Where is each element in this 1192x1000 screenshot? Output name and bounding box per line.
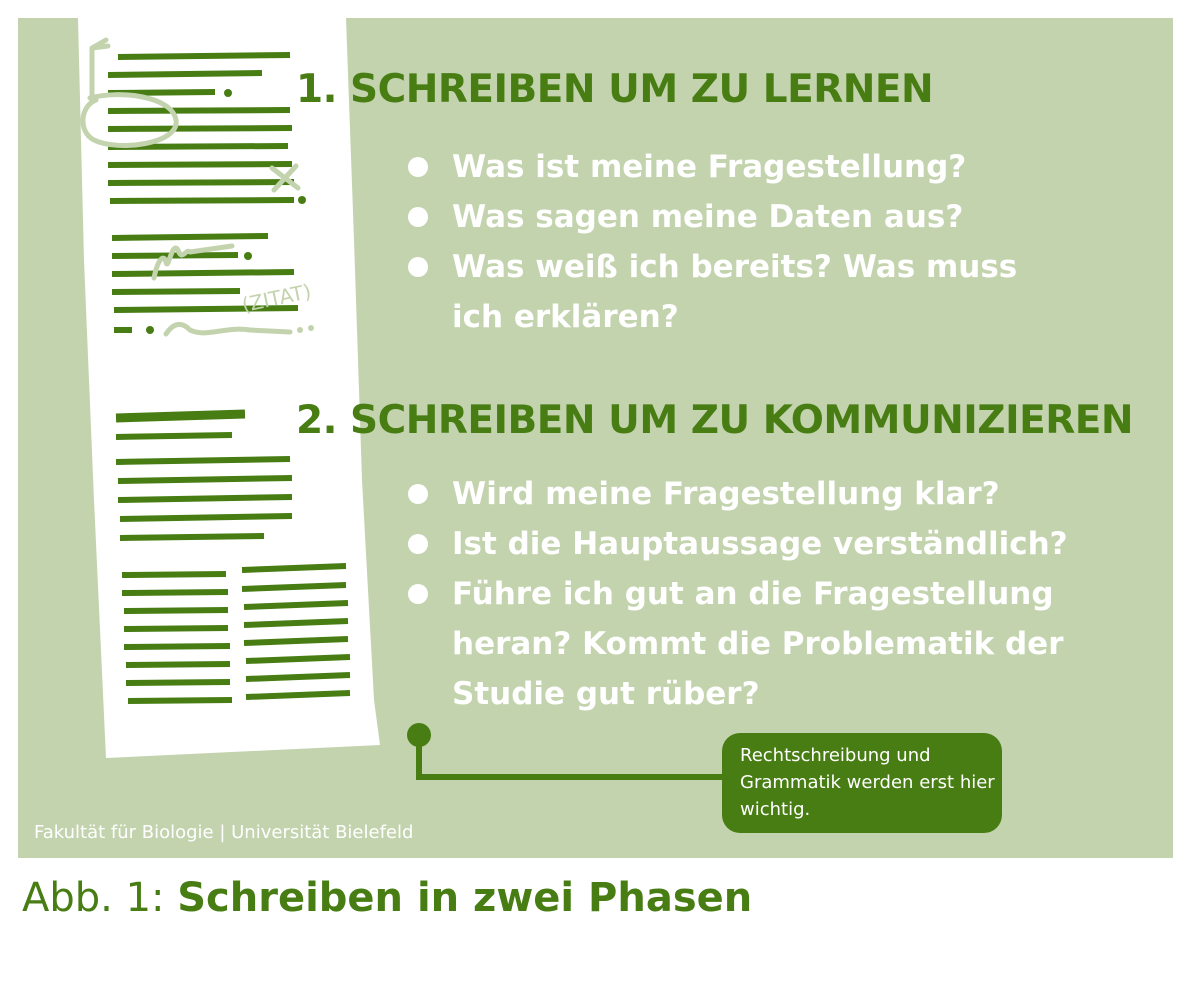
- list-item: Führe ich gut an die Fragestellung heran? Kommt die Problematik der Studie gut rüber?: [408, 569, 1128, 719]
- figure-caption: [22, 875, 752, 921]
- list-item: Wird meine Fragestellung klar?: [408, 469, 1128, 519]
- footer-credit: Fakultät für Biologie | Universität Bielefeld: [34, 822, 414, 843]
- phase2-heading: 2. SCHREIBEN UM ZU KOMMUNIZIEREN: [296, 398, 1134, 443]
- bullet-icon: [408, 584, 428, 604]
- phase1-list: [408, 142, 1128, 342]
- bullet-icon: [408, 157, 428, 177]
- list-item: Ist die Hauptaussage verständlich?: [408, 519, 1128, 569]
- bullet-icon: [408, 534, 428, 554]
- list-item: Was weiß ich bereits? Was muss ich erklären?: [408, 242, 1062, 342]
- list-item: Was ist meine Fragestellung?: [408, 142, 1128, 192]
- orthography-note: Rechtschreibung und Grammatik werden erst hier wichtig.: [722, 733, 1002, 833]
- caption-prefix: Abb. 1:: [22, 875, 165, 921]
- note-connector: [407, 723, 724, 777]
- bullet-icon: [408, 257, 428, 277]
- phase1-heading: 1. SCHREIBEN UM ZU LERNEN: [296, 67, 934, 112]
- list-item: Was sagen meine Daten aus?: [408, 192, 1128, 242]
- caption-title: Schreiben in zwei Phasen: [177, 875, 753, 921]
- bullet-icon: [408, 207, 428, 227]
- zitat-annotation: (ZITAT): [239, 278, 314, 318]
- bullet-icon: [408, 484, 428, 504]
- phase2-list: [408, 469, 1128, 719]
